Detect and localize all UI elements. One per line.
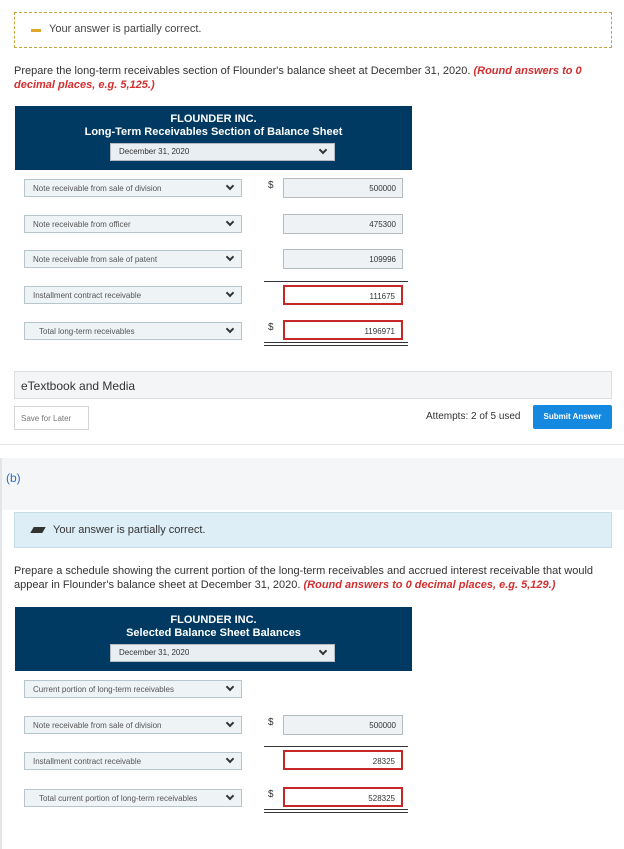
chevron-down-icon	[226, 755, 234, 763]
account-select-value: Note receivable from sale of division	[33, 184, 162, 193]
dollar-sign: $	[268, 717, 274, 728]
account-select-value: Installment contract receivable	[33, 291, 142, 300]
amount-input[interactable]: 109996	[283, 249, 403, 269]
account-select[interactable]	[24, 250, 242, 268]
instructions-a	[14, 64, 612, 92]
statement-header-b	[15, 607, 412, 671]
attempts-counter: Attempts: 2 of 5 used	[426, 411, 521, 422]
account-select[interactable]	[24, 716, 242, 734]
statement-header-a	[15, 106, 412, 170]
statement-title: Selected Balance Sheet Balances	[126, 627, 301, 639]
total-input[interactable]: 1196971	[283, 320, 403, 340]
subtotal-rule	[264, 281, 408, 282]
instruction-text: Prepare a schedule showing the current portion of the long-term receivables and accrued interest receivable that would appear in Flounder's balance sheet at December 31, 2020.	[14, 565, 594, 591]
submit-answer-button[interactable]: Submit Answer	[533, 405, 612, 429]
round-note: (Round answers to 0 decimal places, e.g. 5,125.)	[14, 65, 582, 91]
partial-indicator-icon	[31, 29, 41, 32]
account-select[interactable]	[24, 286, 242, 304]
partial-correct-alert	[14, 512, 612, 548]
date-select-value: December 31, 2020	[119, 147, 190, 156]
pencil-icon	[30, 527, 45, 533]
chevron-down-icon	[226, 218, 234, 226]
subtotal-rule	[264, 746, 408, 747]
account-select-value: Note receivable from officer	[33, 220, 131, 229]
total-double-rule	[264, 809, 408, 813]
chevron-down-icon	[226, 792, 234, 800]
amount-input[interactable]: 500000	[283, 178, 403, 198]
alert-message: Your answer is partially correct.	[53, 524, 206, 536]
instructions-b	[14, 564, 612, 592]
amount-input[interactable]: 28325	[283, 750, 403, 770]
chevron-down-icon	[226, 325, 234, 333]
chevron-down-icon	[319, 146, 327, 154]
chevron-down-icon	[226, 182, 234, 190]
round-note: (Round answers to 0 decimal places, e.g. 5,129.)	[303, 579, 556, 591]
account-select-value: Note receivable from sale of division	[33, 721, 162, 730]
dollar-sign: $	[268, 789, 274, 800]
date-select-value: December 31, 2020	[119, 648, 190, 657]
section-divider	[0, 444, 624, 445]
dollar-sign: $	[268, 322, 274, 333]
part-b-band	[0, 458, 624, 510]
total-input[interactable]: 528325	[283, 787, 403, 807]
heading-select-value: Current portion of long-term receivables	[33, 685, 174, 694]
statement-title: Long-Term Receivables Section of Balance Sheet	[84, 126, 343, 138]
total-select[interactable]	[24, 322, 242, 340]
total-select[interactable]	[24, 789, 242, 807]
amount-input[interactable]: 111675	[283, 285, 403, 305]
account-select[interactable]	[24, 179, 242, 197]
save-for-later-button[interactable]: Save for Later	[14, 406, 89, 430]
chevron-down-icon	[226, 253, 234, 261]
alert-message: Your answer is partially correct.	[49, 23, 202, 35]
amount-input[interactable]: 500000	[283, 715, 403, 735]
dollar-sign: $	[268, 180, 274, 191]
account-select[interactable]	[24, 215, 242, 233]
total-select-value: Total current portion of long-term receivables	[39, 794, 198, 803]
amount-input[interactable]: 475300	[283, 214, 403, 234]
company-name: FLOUNDER INC.	[170, 113, 257, 125]
chevron-down-icon	[319, 647, 327, 655]
company-name: FLOUNDER INC.	[170, 614, 257, 626]
part-label: (b)	[6, 471, 21, 485]
account-select-value: Note receivable from sale of patent	[33, 255, 158, 264]
chevron-down-icon	[226, 719, 234, 727]
total-select-value: Total long-term receivables	[39, 327, 135, 336]
chevron-down-icon	[226, 289, 234, 297]
part-b-left-rule	[0, 458, 2, 849]
chevron-down-icon	[226, 683, 234, 691]
heading-select[interactable]	[24, 680, 242, 698]
partial-correct-alert	[14, 12, 612, 48]
date-select[interactable]	[110, 143, 335, 161]
etextbook-media-link[interactable]: eTextbook and Media	[14, 371, 612, 399]
date-select[interactable]	[110, 644, 335, 662]
account-select[interactable]	[24, 752, 242, 770]
account-select-value: Installment contract receivable	[33, 757, 142, 766]
total-double-rule	[264, 342, 408, 346]
instruction-text: Prepare the long-term receivables section of Flounder's balance sheet at December 31, 2020.	[14, 65, 471, 77]
